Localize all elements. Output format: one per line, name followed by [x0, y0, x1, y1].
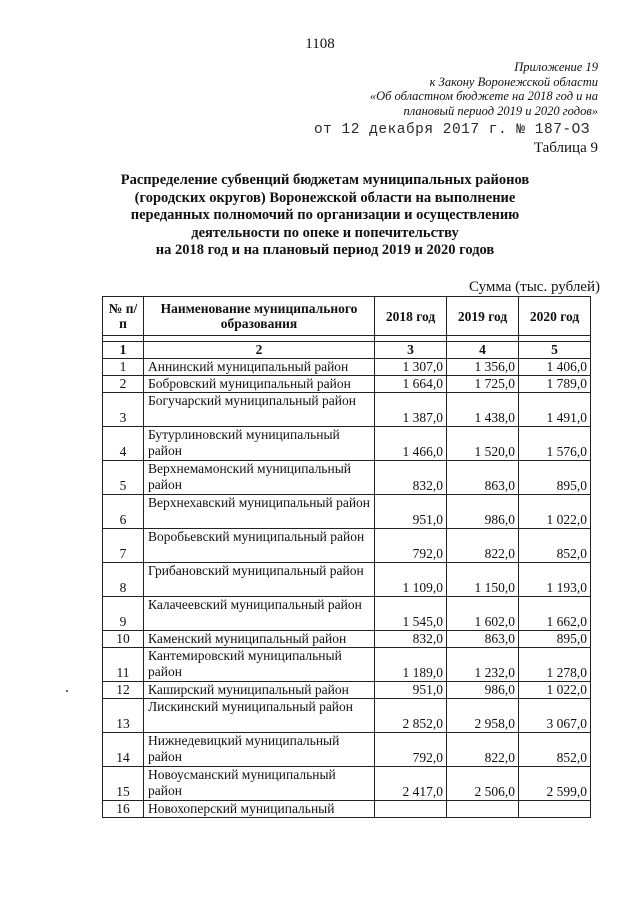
appendix-line: Приложение 19 — [514, 60, 598, 74]
table-row — [103, 597, 591, 631]
value-2018: 1 387,0 — [375, 393, 447, 427]
value-2019: 863,0 — [447, 461, 519, 495]
value-2018 — [375, 801, 447, 818]
value-2020: 1 406,0 — [519, 359, 591, 376]
value-2018: 832,0 — [375, 631, 447, 648]
value-2018: 1 109,0 — [375, 563, 447, 597]
district-name: Каменский муниципальный район — [144, 631, 375, 648]
appendix-line: «Об областном бюджете на 2018 год и на — [369, 89, 598, 103]
value-2020: 1 491,0 — [519, 393, 591, 427]
page-number: 1108 — [305, 36, 335, 52]
title-line: на 2018 год и на плановый период 2019 и 2020 годов — [155, 242, 495, 258]
value-2018: 1 466,0 — [375, 427, 447, 461]
table-row — [103, 529, 591, 563]
value-2018: 1 189,0 — [375, 648, 447, 682]
column-number: 4 — [447, 342, 519, 359]
document-title — [60, 172, 590, 260]
value-2018: 1 664,0 — [375, 376, 447, 393]
column-number: 1 — [103, 342, 144, 359]
district-name: Новохоперский муниципальный — [144, 801, 375, 818]
header-number: № п/п — [103, 297, 144, 336]
value-2019: 1 602,0 — [447, 597, 519, 631]
table-header-row — [103, 297, 591, 336]
district-name: Кантемировский муниципальный район — [144, 648, 375, 682]
column-number: 5 — [519, 342, 591, 359]
row-number: 9 — [103, 597, 144, 631]
district-name: Воробьевский муниципальный район — [144, 529, 375, 563]
table-row — [103, 631, 591, 648]
value-2020: 1 662,0 — [519, 597, 591, 631]
table-row — [103, 699, 591, 733]
value-2019: 986,0 — [447, 682, 519, 699]
value-2019: 863,0 — [447, 631, 519, 648]
value-2018: 792,0 — [375, 529, 447, 563]
row-number: 16 — [103, 801, 144, 818]
district-name: Лискинский муниципальный район — [144, 699, 375, 733]
value-2019: 2 506,0 — [447, 767, 519, 801]
value-2019: 822,0 — [447, 529, 519, 563]
value-2020: 852,0 — [519, 733, 591, 767]
value-2019: 1 520,0 — [447, 427, 519, 461]
district-name: Аннинский муниципальный район — [144, 359, 375, 376]
value-2020: 1 193,0 — [519, 563, 591, 597]
row-number: 13 — [103, 699, 144, 733]
row-number: 7 — [103, 529, 144, 563]
value-2019: 1 438,0 — [447, 393, 519, 427]
district-name: Калачеевский муниципальный район — [144, 597, 375, 631]
value-2020: 852,0 — [519, 529, 591, 563]
row-number: 5 — [103, 461, 144, 495]
district-name: Верхнемамонский муниципальный район — [144, 461, 375, 495]
table-row — [103, 767, 591, 801]
value-2018: 951,0 — [375, 495, 447, 529]
value-2018: 832,0 — [375, 461, 447, 495]
appendix-line: плановый период 2019 и 2020 годов» — [403, 103, 598, 118]
row-number: 15 — [103, 767, 144, 801]
table-row — [103, 682, 591, 699]
value-2020: 895,0 — [519, 461, 591, 495]
column-number-row — [103, 342, 591, 359]
table-row — [103, 801, 591, 818]
value-2020: 3 067,0 — [519, 699, 591, 733]
value-2020: 1 022,0 — [519, 682, 591, 699]
table-row — [103, 495, 591, 529]
column-number: 2 — [144, 342, 375, 359]
value-2018: 2 852,0 — [375, 699, 447, 733]
appendix-reference — [370, 60, 598, 118]
subsidy-table — [102, 296, 591, 818]
value-2018: 792,0 — [375, 733, 447, 767]
row-number: 2 — [103, 376, 144, 393]
value-2020: 1 022,0 — [519, 495, 591, 529]
value-2020: 1 576,0 — [519, 427, 591, 461]
value-2020: 895,0 — [519, 631, 591, 648]
table-row — [103, 393, 591, 427]
value-2019: 2 958,0 — [447, 699, 519, 733]
table-row — [103, 427, 591, 461]
row-number: 14 — [103, 733, 144, 767]
value-2019: 986,0 — [447, 495, 519, 529]
row-number: 3 — [103, 393, 144, 427]
title-line: переданных полномочий по организации и осуществлению — [130, 207, 520, 223]
district-name: Бобровский муниципальный район — [144, 376, 375, 393]
district-name: Новоусманский муниципальный район — [144, 767, 375, 801]
scan-speck — [66, 690, 68, 692]
row-number: 12 — [103, 682, 144, 699]
table-row — [103, 359, 591, 376]
header-2018: 2018 год — [375, 297, 447, 336]
table-row — [103, 648, 591, 682]
title-line: деятельности по опеке и попечительству — [191, 224, 459, 241]
district-name: Нижнедевицкий муниципальный район — [144, 733, 375, 767]
value-2019 — [447, 801, 519, 818]
value-2018: 1 307,0 — [375, 359, 447, 376]
district-name: Богучарский муниципальный район — [144, 393, 375, 427]
row-number: 6 — [103, 495, 144, 529]
column-number: 3 — [375, 342, 447, 359]
appendix-line: к Закону Воронежской области — [429, 74, 598, 89]
header-2019: 2019 год — [447, 297, 519, 336]
table-row — [103, 733, 591, 767]
value-2020: 1 789,0 — [519, 376, 591, 393]
district-name: Каширский муниципальный район — [144, 682, 375, 699]
row-number: 1 — [103, 359, 144, 376]
value-2019: 1 232,0 — [447, 648, 519, 682]
value-2019: 1 725,0 — [447, 376, 519, 393]
value-2020 — [519, 801, 591, 818]
value-2019: 1 150,0 — [447, 563, 519, 597]
value-2018: 1 545,0 — [375, 597, 447, 631]
law-date-stamp: от 12 декабря 2017 г. № 187-ОЗ — [313, 122, 590, 138]
row-number: 11 — [103, 648, 144, 682]
title-line: Распределение субвенций бюджетам муниципальных районов — [120, 172, 530, 188]
value-2018: 951,0 — [375, 682, 447, 699]
district-name: Грибановский муниципальный район — [144, 563, 375, 597]
district-name: Бутурлиновский муниципальный район — [144, 427, 375, 461]
title-line: (городских округов) Воронежской области на выполнение — [134, 189, 516, 206]
table-row — [103, 461, 591, 495]
table-row — [103, 376, 591, 393]
district-name: Верхнехавский муниципальный район — [144, 495, 375, 529]
header-name: Наименование муниципального образования — [144, 297, 375, 336]
row-number: 10 — [103, 631, 144, 648]
row-number: 8 — [103, 563, 144, 597]
value-2020: 2 599,0 — [519, 767, 591, 801]
table-row — [103, 563, 591, 597]
value-2019: 1 356,0 — [447, 359, 519, 376]
value-2019: 822,0 — [447, 733, 519, 767]
row-number: 4 — [103, 427, 144, 461]
header-2020: 2020 год — [519, 297, 591, 336]
value-2018: 2 417,0 — [375, 767, 447, 801]
table-label: Таблица 9 — [533, 140, 598, 156]
value-2020: 1 278,0 — [519, 648, 591, 682]
units-caption: Сумма (тыс. рублей) — [468, 279, 600, 295]
